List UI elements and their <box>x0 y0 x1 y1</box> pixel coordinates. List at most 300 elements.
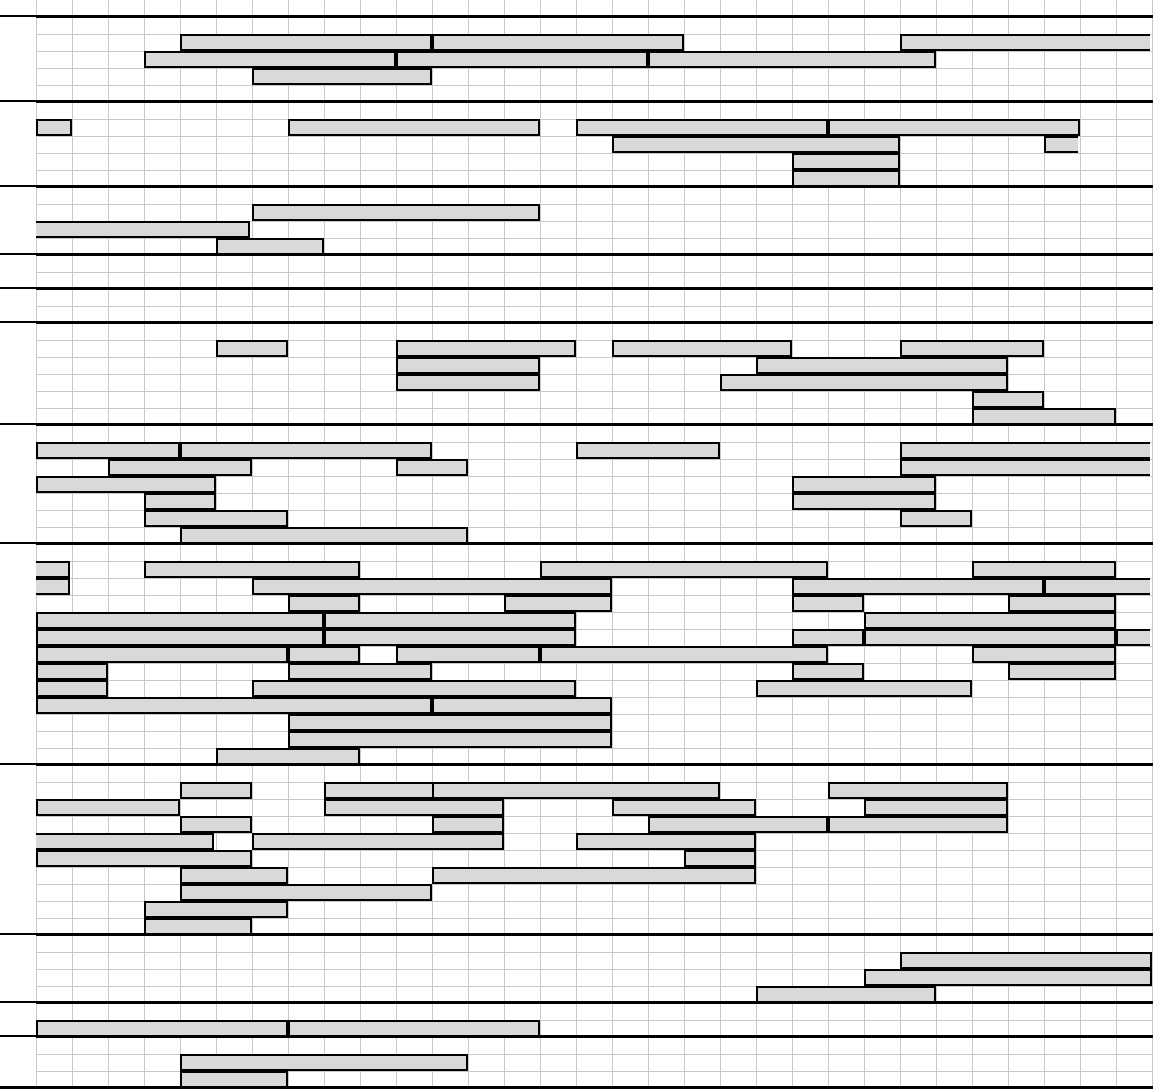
weekday-label <box>504 17 540 34</box>
weekday-label <box>396 544 432 561</box>
weekday-label <box>288 765 324 782</box>
weekday-label <box>432 17 468 34</box>
weekday-label <box>792 1003 828 1020</box>
weekday-label <box>216 765 252 782</box>
grid-row-line <box>0 1071 1153 1072</box>
weekday-label <box>1008 935 1044 952</box>
weekday-label <box>504 289 540 306</box>
weekday-label <box>1008 187 1044 204</box>
weekday-label <box>756 289 792 306</box>
event-bar[interactable] <box>36 612 324 629</box>
weekday-label <box>648 544 684 561</box>
weekday-label <box>1008 765 1044 782</box>
event-bar[interactable] <box>288 119 540 136</box>
weekday-label <box>468 765 504 782</box>
event-bar[interactable] <box>144 901 288 918</box>
event-bar[interactable] <box>36 799 180 816</box>
weekday-label <box>180 289 216 306</box>
event-bar[interactable] <box>180 1054 468 1071</box>
event-bar[interactable] <box>288 646 360 663</box>
event-bar[interactable] <box>36 697 432 714</box>
weekday-label <box>216 544 252 561</box>
event-bar[interactable] <box>864 799 1008 816</box>
event-bar[interactable] <box>396 374 540 391</box>
weekday-label <box>504 765 540 782</box>
weekday-label <box>108 935 144 952</box>
event-bar[interactable] <box>396 459 468 476</box>
weekday-label <box>216 17 252 34</box>
weekday-label <box>900 425 936 442</box>
event-bar[interactable] <box>900 34 1150 51</box>
weekday-label <box>864 425 900 442</box>
event-bar[interactable] <box>288 663 432 680</box>
event-bar[interactable] <box>648 816 828 833</box>
event-bar[interactable] <box>720 374 1008 391</box>
weekday-label <box>720 765 756 782</box>
weekday-label <box>1008 102 1044 119</box>
event-bar[interactable] <box>648 51 936 68</box>
event-bar[interactable] <box>432 867 756 884</box>
weekday-label <box>612 102 648 119</box>
event-bar[interactable] <box>792 595 864 612</box>
weekday-label <box>360 765 396 782</box>
event-bar[interactable] <box>180 782 252 799</box>
weekday-label <box>1116 935 1152 952</box>
weekday-label <box>288 544 324 561</box>
weekday-label <box>792 935 828 952</box>
weekday-label <box>828 102 864 119</box>
event-bar[interactable] <box>396 646 540 663</box>
weekday-label <box>720 1037 756 1054</box>
weekday-label <box>684 187 720 204</box>
event-bar[interactable] <box>288 731 612 748</box>
weekday-label <box>252 765 288 782</box>
weekday-label <box>1080 187 1116 204</box>
event-bar[interactable] <box>1116 629 1150 646</box>
event-bar[interactable] <box>828 782 1008 799</box>
weekday-label <box>108 289 144 306</box>
weekday-label <box>252 289 288 306</box>
weekday-label <box>828 187 864 204</box>
weekday-label <box>936 1003 972 1020</box>
event-bar[interactable] <box>684 850 756 867</box>
event-bar[interactable] <box>36 119 72 136</box>
weekday-label <box>540 1037 576 1054</box>
weekday-label <box>900 102 936 119</box>
weekday-label <box>396 255 432 272</box>
weekday-label <box>468 187 504 204</box>
event-bar[interactable] <box>540 646 828 663</box>
event-bar[interactable] <box>144 561 360 578</box>
weekday-label <box>648 1037 684 1054</box>
weekday-label <box>576 102 612 119</box>
event-bar[interactable] <box>324 612 576 629</box>
event-bar[interactable] <box>36 221 250 238</box>
weekday-label <box>936 187 972 204</box>
weekday-label <box>1008 425 1044 442</box>
event-bar[interactable] <box>36 629 324 646</box>
weekday-label <box>864 765 900 782</box>
event-bar[interactable] <box>252 833 504 850</box>
weekday-label <box>1116 425 1152 442</box>
event-bar[interactable] <box>144 510 288 527</box>
event-bar[interactable] <box>612 136 900 153</box>
grid-row-line <box>0 680 1153 681</box>
weekday-label <box>540 17 576 34</box>
weekday-label <box>144 1003 180 1020</box>
event-bar[interactable] <box>792 476 936 493</box>
weekday-label <box>468 17 504 34</box>
event-bar[interactable] <box>36 578 70 595</box>
event-bar[interactable] <box>900 340 1044 357</box>
event-bar[interactable] <box>216 340 288 357</box>
weekday-label <box>504 425 540 442</box>
weekday-label <box>684 17 720 34</box>
weekday-label <box>720 17 756 34</box>
weekday-label <box>324 255 360 272</box>
weekday-label <box>1044 187 1080 204</box>
event-bar[interactable] <box>180 442 432 459</box>
weekday-label <box>324 544 360 561</box>
event-bar[interactable] <box>900 442 1150 459</box>
weekday-label <box>36 1037 72 1054</box>
weekday-label <box>720 544 756 561</box>
weekday-label <box>360 323 396 340</box>
event-bar[interactable] <box>900 952 1152 969</box>
weekday-label <box>1044 102 1080 119</box>
event-bar[interactable] <box>756 357 1008 374</box>
weekday-label <box>1044 425 1080 442</box>
event-bar[interactable] <box>1008 663 1116 680</box>
weekday-label <box>144 323 180 340</box>
event-bar[interactable] <box>396 51 648 68</box>
weekday-label <box>792 289 828 306</box>
event-bar[interactable] <box>576 442 720 459</box>
weekday-label <box>1008 289 1044 306</box>
weekday-label <box>324 425 360 442</box>
weekday-label <box>684 425 720 442</box>
weekday-label <box>720 935 756 952</box>
event-bar[interactable] <box>36 646 288 663</box>
event-bar[interactable] <box>396 340 576 357</box>
weekday-label <box>828 544 864 561</box>
weekday-label <box>936 544 972 561</box>
month-label <box>0 289 36 323</box>
grid-row-line <box>0 663 1153 664</box>
weekday-label <box>828 1003 864 1020</box>
weekday-label <box>252 102 288 119</box>
event-bar[interactable] <box>612 340 792 357</box>
weekday-label <box>972 289 1008 306</box>
weekday-label <box>432 765 468 782</box>
grid-row-line <box>0 85 1153 86</box>
weekday-label <box>504 544 540 561</box>
weekday-label <box>216 187 252 204</box>
event-bar[interactable] <box>288 595 360 612</box>
weekday-label <box>324 289 360 306</box>
weekday-label <box>864 102 900 119</box>
weekday-label <box>432 187 468 204</box>
weekday-label <box>540 255 576 272</box>
event-bar[interactable] <box>792 493 936 510</box>
weekday-label <box>468 1037 504 1054</box>
event-bar[interactable] <box>864 612 1116 629</box>
event-bar[interactable] <box>252 578 612 595</box>
weekday-label <box>900 255 936 272</box>
weekday-label <box>684 289 720 306</box>
weekday-label <box>720 187 756 204</box>
event-bar[interactable] <box>36 561 70 578</box>
weekday-label <box>1116 187 1152 204</box>
weekday-label <box>540 289 576 306</box>
weekday-label <box>36 323 72 340</box>
event-bar[interactable] <box>324 799 504 816</box>
weekday-label <box>468 544 504 561</box>
weekday-label <box>180 425 216 442</box>
event-bar[interactable] <box>252 68 432 85</box>
weekday-label <box>1044 544 1080 561</box>
weekday-label <box>36 1003 72 1020</box>
event-bar[interactable] <box>396 357 540 374</box>
event-bar[interactable] <box>144 51 396 68</box>
month-label <box>0 17 36 102</box>
weekday-label <box>612 935 648 952</box>
event-bar[interactable] <box>36 663 108 680</box>
event-bar[interactable] <box>972 561 1116 578</box>
weekday-label <box>504 187 540 204</box>
weekday-label <box>360 935 396 952</box>
event-bar[interactable] <box>1044 578 1150 595</box>
weekday-label <box>648 102 684 119</box>
weekday-label <box>612 765 648 782</box>
weekday-label <box>828 289 864 306</box>
month-label <box>0 1003 36 1037</box>
weekday-label <box>972 1037 1008 1054</box>
weekday-label <box>684 255 720 272</box>
weekday-label <box>72 289 108 306</box>
weekday-label <box>1044 289 1080 306</box>
weekday-label <box>324 1003 360 1020</box>
weekday-label <box>504 323 540 340</box>
weekday-label <box>972 187 1008 204</box>
weekday-label <box>720 425 756 442</box>
weekday-label <box>936 17 972 34</box>
weekday-label <box>180 187 216 204</box>
weekday-label <box>1116 1037 1152 1054</box>
weekday-label <box>972 102 1008 119</box>
event-bar[interactable] <box>36 476 216 493</box>
event-bar[interactable] <box>252 680 576 697</box>
event-bar[interactable] <box>36 680 108 697</box>
grid-row-line <box>0 527 1153 528</box>
weekday-label <box>144 765 180 782</box>
event-bar[interactable] <box>432 697 612 714</box>
weekday-label <box>360 255 396 272</box>
event-bar[interactable] <box>864 629 1116 646</box>
weekday-label <box>1008 255 1044 272</box>
weekday-label <box>900 544 936 561</box>
weekday-label <box>648 1003 684 1020</box>
weekday-label <box>612 1003 648 1020</box>
weekday-label <box>144 425 180 442</box>
weekday-label <box>1008 1003 1044 1020</box>
event-bar[interactable] <box>792 663 864 680</box>
event-bar[interactable] <box>108 459 252 476</box>
weekday-label <box>1080 289 1116 306</box>
weekday-label <box>864 17 900 34</box>
weekday-label <box>756 323 792 340</box>
weekday-label <box>900 323 936 340</box>
event-bar[interactable] <box>36 442 180 459</box>
event-bar[interactable] <box>792 153 900 170</box>
weekday-label <box>108 1037 144 1054</box>
weekday-label <box>612 255 648 272</box>
event-bar[interactable] <box>792 578 1044 595</box>
weekday-label <box>900 765 936 782</box>
event-bar[interactable] <box>432 782 720 799</box>
event-bar[interactable] <box>288 714 612 731</box>
weekday-label <box>180 255 216 272</box>
grid-row-line <box>0 153 1153 154</box>
weekday-label <box>864 323 900 340</box>
month-label <box>0 1037 36 1088</box>
event-bar[interactable] <box>180 34 432 51</box>
event-bar[interactable] <box>504 595 612 612</box>
weekday-label <box>288 102 324 119</box>
weekday-label <box>756 765 792 782</box>
weekday-label <box>936 935 972 952</box>
event-bar[interactable] <box>1008 595 1116 612</box>
weekday-label <box>180 1037 216 1054</box>
event-bar[interactable] <box>432 816 504 833</box>
event-bar[interactable] <box>612 799 756 816</box>
weekday-label <box>72 255 108 272</box>
weekday-label <box>576 17 612 34</box>
event-bar[interactable] <box>180 816 252 833</box>
weekday-label <box>36 187 72 204</box>
weekday-label <box>144 1037 180 1054</box>
event-bar[interactable] <box>576 119 828 136</box>
event-bar[interactable] <box>756 680 972 697</box>
event-bar[interactable] <box>144 493 216 510</box>
weekday-label <box>1080 935 1116 952</box>
weekday-label <box>540 1003 576 1020</box>
weekday-label <box>864 935 900 952</box>
weekday-label <box>972 1003 1008 1020</box>
weekday-label <box>756 544 792 561</box>
weekday-label <box>432 289 468 306</box>
weekday-label <box>108 765 144 782</box>
weekday-label <box>648 425 684 442</box>
weekday-label <box>288 1003 324 1020</box>
weekday-label <box>828 17 864 34</box>
weekday-label <box>468 1003 504 1020</box>
event-bar[interactable] <box>972 646 1116 663</box>
weekday-label <box>432 102 468 119</box>
event-bar[interactable] <box>324 629 576 646</box>
weekday-label <box>576 544 612 561</box>
weekday-label <box>972 17 1008 34</box>
weekday-label <box>684 935 720 952</box>
weekday-label <box>72 544 108 561</box>
weekday-label <box>180 17 216 34</box>
weekday-label <box>360 1003 396 1020</box>
weekday-label <box>972 765 1008 782</box>
event-bar[interactable] <box>540 561 828 578</box>
weekday-label <box>540 935 576 952</box>
event-bar[interactable] <box>1044 136 1078 153</box>
weekday-label <box>72 1037 108 1054</box>
weekday-label <box>684 323 720 340</box>
grid-row-line <box>0 748 1153 749</box>
weekday-label <box>288 323 324 340</box>
weekday-label <box>108 17 144 34</box>
grid-row-line <box>0 272 1153 273</box>
weekday-label <box>1080 1003 1116 1020</box>
weekday-label <box>972 323 1008 340</box>
event-bar[interactable] <box>180 867 288 884</box>
weekday-label <box>936 1037 972 1054</box>
weekday-label <box>648 187 684 204</box>
weekday-label <box>864 544 900 561</box>
event-bar[interactable] <box>828 816 1008 833</box>
weekday-label <box>144 289 180 306</box>
weekday-label <box>108 187 144 204</box>
weekday-label <box>108 1003 144 1020</box>
weekday-label <box>216 425 252 442</box>
weekday-label <box>360 187 396 204</box>
weekday-label <box>648 17 684 34</box>
event-bar[interactable] <box>36 833 214 850</box>
event-bar[interactable] <box>792 629 864 646</box>
weekday-label <box>432 1003 468 1020</box>
weekday-label <box>972 544 1008 561</box>
weekday-label <box>360 1037 396 1054</box>
weekday-label <box>396 935 432 952</box>
weekday-label <box>1080 255 1116 272</box>
weekday-label <box>504 102 540 119</box>
event-bar[interactable] <box>972 391 1044 408</box>
month-label <box>0 544 36 765</box>
weekday-label <box>360 289 396 306</box>
weekday-label <box>468 102 504 119</box>
event-bar[interactable] <box>252 204 540 221</box>
weekday-label <box>576 935 612 952</box>
weekday-label <box>540 425 576 442</box>
weekday-label <box>216 1003 252 1020</box>
weekday-label <box>468 935 504 952</box>
weekday-label <box>576 1003 612 1020</box>
weekday-label <box>828 323 864 340</box>
weekday-label <box>432 255 468 272</box>
event-bar[interactable] <box>864 969 1152 986</box>
event-bar[interactable] <box>36 850 252 867</box>
event-bar[interactable] <box>900 510 972 527</box>
weekday-label <box>1080 323 1116 340</box>
weekday-label <box>648 255 684 272</box>
weekday-label <box>108 102 144 119</box>
weekday-label <box>684 1037 720 1054</box>
event-bar[interactable] <box>828 119 1080 136</box>
event-bar[interactable] <box>576 833 756 850</box>
grid-row-line <box>0 238 1153 239</box>
event-bar[interactable] <box>900 459 1150 476</box>
event-bar[interactable] <box>432 34 684 51</box>
weekday-label <box>900 17 936 34</box>
event-bar[interactable] <box>180 884 432 901</box>
weekday-label <box>396 17 432 34</box>
weekday-label <box>612 425 648 442</box>
